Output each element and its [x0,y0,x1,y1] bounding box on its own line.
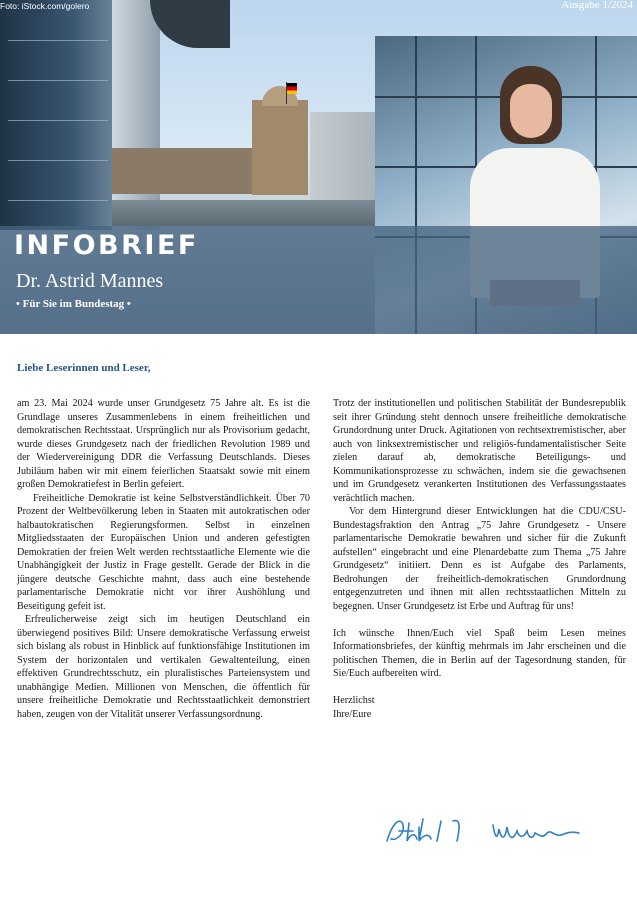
newsletter-title: INFOBRIEF [14,230,199,261]
handwritten-signature [383,811,593,851]
letter-column-left [17,397,310,721]
river-image [112,200,376,226]
modern-building-image [310,112,376,210]
paragraph: Ich wünsche Ihnen/Euch viel Spaß beim Lesen meines Informationsbriefes, der künftig mehrmals im Jahr erscheinen und die politischen Themen, die in Berlin auf der Tagesordnung standen, für Sie/Euch aufbereiten wird. [333,627,626,679]
letter-column-right [333,397,626,721]
closing-line: Ihre/Eure [333,708,372,720]
author-name: Dr. Astrid Mannes [16,270,164,292]
paragraph: Freiheitliche Demokratie ist keine Selbstverständlichkeit. Über 70 Prozent der Weltbevölkerung leben in Staaten mit autokratischen oder halbautokratischen Regierungsformen. Selbst in einzelnen Mitgliedsstaaten der Europäischen Union und anderen gefestigten Demokratien der freien Welt werden rechtsstaatliche Elemente wie die Unabhängigkeit der Justiz in Frage gestellt. Gerade der Blick in die jüngere deutsche Geschichte mahnt, dass auch eine bestehende parlamentarische Demokratie nicht vor ihrer Aushöhlung und Beseitigung gefeit ist. [17,492,310,612]
reichstag-image [252,100,308,195]
riverside-buildings-image [112,148,254,194]
tagline: • Für Sie im Bundestag • [16,298,131,310]
closing-line: Herzlichst [333,695,375,706]
greeting: Liebe Leserinnen und Leser, [17,362,151,374]
header-photo [0,0,637,334]
issue-number: Ausgabe 1/2024 [561,0,633,11]
paragraph: am 23. Mai 2024 wurde unser Grundgesetz 75 Jahre alt. Es ist die Grundlage unseres Zusammenlebens in einem freiheitlichen und demokratischen Rechtsstaat. Ursprünglich nur als Provisorium gedacht, wurde dieses Grundgesetz nach der friedlichen Revolution 1989 und der Wiedervereinigung DDR die Verfassung Deutschlands. Dieses Jubiläum haben wir mit einem feierlichen Staatsakt sowie mit einem großen Demokratiefest in Berlin gefeiert. [17,398,310,490]
german-flag-icon [287,83,297,94]
paragraph: Vor dem Hintergrund dieser Entwicklungen hat die CDU/CSU-Bundestagsfraktion den Antrag „75 Jahre Grundgesetz - Unsere parlamentarische Demokratie bewahren und sicher für die Zukunft aufstellen“ eingebracht und eine Plenardebatte zum Thema „75 Jahre Grundgesetz“ initiiert. Denn es ist Aufgabe des Parlaments, Bedrohungen der freiheitlich-demokratischen Grundordnung entgegenzutreten und ihnen mit allen rechtsstaatlichen Mitteln zu begegnen. Unser Grundgesetz ist Erbe und Auftrag für uns! [333,506,626,612]
paragraph: Erfreulicherweise zeigt sich im heutigen Deutschland ein überwiegend positives Bild: Unsere demokratische Verfassung erweist sich bislang als robust in Hinblick auf funktionsfähige Institutionen im System der horizontalen und vertikalen Gewaltenteilung, einen effektiven Grundrechtsschutz, ein pluralistisches Parteiensystem und unabhängige Medien. Millionen von Menschen, die öffentlich für unsere freiheitliche Demokratie und Rechtsstaatlichkeit demonstriert haben, zeugen von der Vitalität unserer Verfassungsordnung. [17,614,310,720]
paragraph: Trotz der institutionellen und politischen Stabilität der Bundesrepublik seit ihrer Gründung steht dennoch unsere freiheitliche demokratische Grundordnung unter Druck. Agitationen von rechtsextremistischer, aber auch von linksextremistischer und religiös-fundamentalistischer Seite zielen darauf ab, demokratische Beteiligungs- und Kommunikationsprozesse zu schwächen, indem sie die gewachsenen und im Grundgesetz verankerten Institutionen des Verfassungsstaates verächtlich machen. [333,398,626,504]
photo-credit: Foto: iStock.com/golero [0,1,90,11]
curved-facade-image [112,0,160,230]
